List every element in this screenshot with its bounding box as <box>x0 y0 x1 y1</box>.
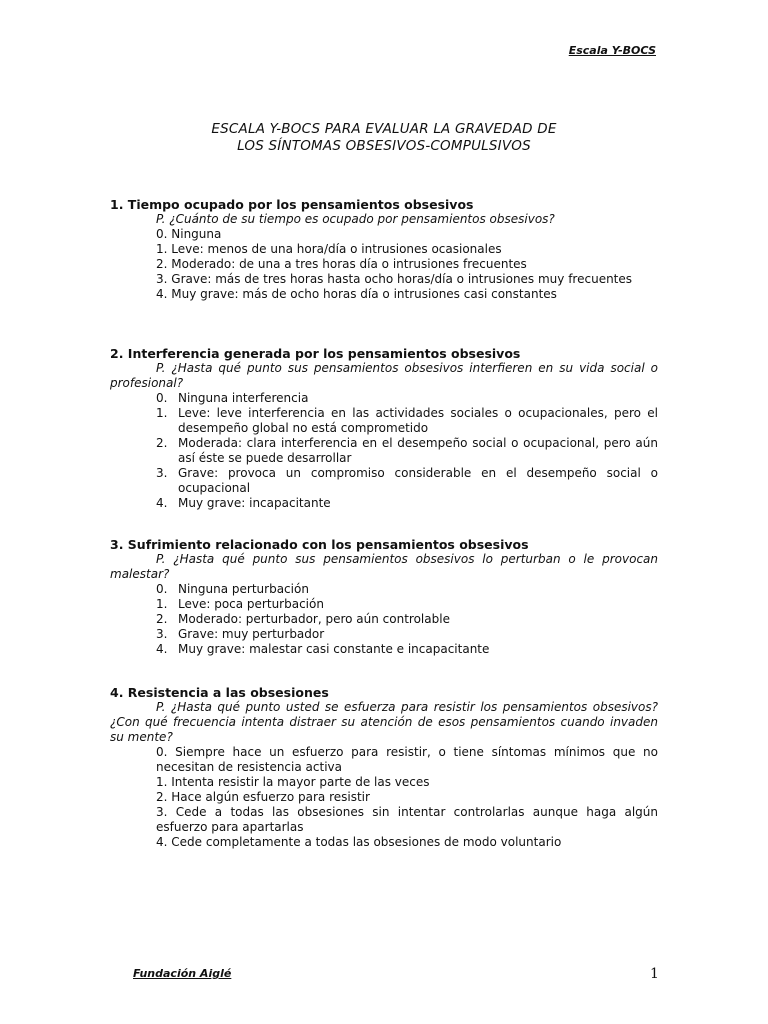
option-text: Ninguna perturbación <box>178 582 309 596</box>
running-header: Escala Y-BOCS <box>568 44 656 57</box>
option-number: 1. <box>156 597 168 611</box>
section-question: P. ¿Cuánto de su tiempo es ocupado por pensamientos obsesivos? <box>156 212 555 226</box>
section-heading: 2. Interferencia generada por los pensamientos obsesivos <box>110 346 521 361</box>
option-item: 2. Hace algún esfuerzo para resistir <box>156 790 370 804</box>
section-question: P. ¿Hasta qué punto usted se esfuerza para resistir los pensamientos obsesivos? ¿Con qué frecuencia intenta distraer su atención de esos pensamientos cuando invaden su mente? <box>110 700 658 744</box>
option-text: Moderado: perturbador, pero aún controlable <box>178 612 450 626</box>
option-item: 2. Moderado: de una a tres horas día o intrusiones frecuentes <box>156 257 527 271</box>
option-number: 4. <box>156 496 168 510</box>
option-item <box>156 582 658 597</box>
option-item <box>156 627 658 642</box>
option-text: Muy grave: malestar casi constante e incapacitante <box>178 642 490 656</box>
section-2 <box>110 346 658 511</box>
section-heading: 3. Sufrimiento relacionado con los pensamientos obsesivos <box>110 537 529 552</box>
section-heading: 1. Tiempo ocupado por los pensamientos obsesivos <box>110 197 474 212</box>
option-text: Leve: leve interferencia en las actividades sociales o ocupacionales, pero el desempeño global no está comprometido <box>178 406 658 435</box>
option-item: 4. Cede completamente a todas las obsesiones de modo voluntario <box>156 835 562 849</box>
option-text: Grave: provoca un compromiso considerable en el desempeño social o ocupacional <box>178 466 658 495</box>
option-item <box>156 406 658 436</box>
option-list <box>110 227 658 302</box>
section-heading: 4. Resistencia a las obsesiones <box>110 685 329 700</box>
option-number: 4. <box>156 642 168 656</box>
option-item: 3. Cede a todas las obsesiones sin intentar controlarlas aunque haga algún esfuerzo para apartarlas <box>156 805 658 834</box>
page-number: 1 <box>650 966 659 982</box>
option-number: 2. <box>156 436 168 450</box>
option-item <box>156 466 658 496</box>
section-1 <box>110 197 658 302</box>
option-item <box>156 496 658 511</box>
option-item: 0. Ninguna <box>156 227 222 241</box>
option-item: 0. Siempre hace un esfuerzo para resistir, o tiene síntomas mínimos que no necesitan de resistencia activa <box>156 745 658 774</box>
option-item <box>156 436 658 466</box>
option-item: 1. Intenta resistir la mayor parte de las veces <box>156 775 430 789</box>
option-item: 3. Grave: más de tres horas hasta ocho horas/día o intrusiones muy frecuentes <box>156 272 633 286</box>
option-text: Muy grave: incapacitante <box>178 496 331 510</box>
document-title <box>0 121 768 155</box>
option-item <box>156 391 658 406</box>
option-item: 1. Leve: menos de una hora/día o intrusiones ocasionales <box>156 242 502 256</box>
option-list <box>110 745 658 850</box>
option-item <box>156 597 658 612</box>
option-number: 0. <box>156 582 168 596</box>
option-text: Leve: poca perturbación <box>178 597 324 611</box>
option-text: Grave: muy perturbador <box>178 627 325 641</box>
footer-organization: Fundación Aiglé <box>133 967 232 980</box>
option-number: 1. <box>156 406 168 420</box>
section-question: P. ¿Hasta qué punto sus pensamientos obsesivos lo perturban o le provocan malestar? <box>110 552 658 581</box>
option-item <box>156 642 658 657</box>
document-title-line-1: ESCALA Y-BOCS PARA EVALUAR LA GRAVEDAD DE <box>211 121 557 137</box>
option-number: 3. <box>156 466 168 480</box>
option-text: Moderada: clara interferencia en el desempeño social o ocupacional, pero aún así éste se puede desarrollar <box>178 436 658 465</box>
option-number: 2. <box>156 612 168 626</box>
option-number: 0. <box>156 391 168 405</box>
section-3 <box>110 537 658 657</box>
section-4 <box>110 685 658 850</box>
option-item <box>156 612 658 627</box>
option-item: 4. Muy grave: más de ocho horas día o intrusiones casi constantes <box>156 287 557 301</box>
section-question: P. ¿Hasta qué punto sus pensamientos obsesivos interfieren en su vida social o profesional? <box>110 361 658 390</box>
option-list <box>110 582 658 657</box>
option-text: Ninguna interferencia <box>178 391 309 405</box>
document-title-line-2: LOS SÍNTOMAS OBSESIVOS-COMPULSIVOS <box>237 138 531 154</box>
option-number: 3. <box>156 627 168 641</box>
option-list <box>110 391 658 511</box>
